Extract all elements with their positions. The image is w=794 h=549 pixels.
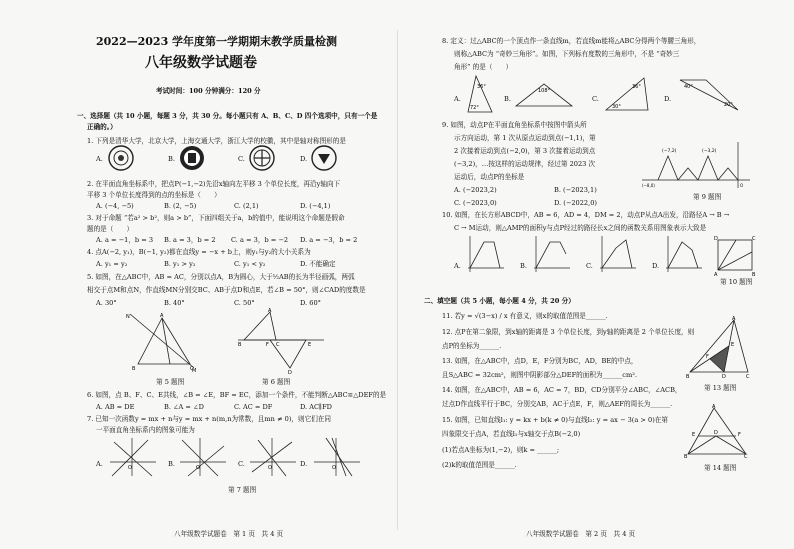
- svg-text:A: A: [160, 313, 164, 319]
- q15-stem-cont: 四象限交于点A，若直线l₁与x轴交于点B(−2,0): [442, 430, 581, 438]
- q8-triangle-d: [676, 76, 742, 112]
- svg-text:C: C: [190, 366, 194, 372]
- svg-text:A: A: [712, 404, 716, 410]
- q1-opt-c: C.: [238, 155, 245, 163]
- q8-stem-cont: 则称△ABC为 “奇妙三角形”。如图，下列标有度数的三角形中，不是 “奇妙三: [454, 50, 680, 58]
- q5-opt-c: C. 50°: [234, 299, 255, 307]
- q8-opt-b: B.: [504, 95, 511, 103]
- svg-text:C: C: [752, 236, 756, 242]
- q8-opt-d: D.: [664, 95, 672, 103]
- svg-text:A: A: [714, 272, 718, 276]
- q13-stem: 13. 如图，在△ABC中，点D，E，F分别为BC，AD，BE的中点，: [442, 357, 638, 365]
- q9-opt-d: D. (−2022,0): [554, 199, 597, 207]
- figure-13-caption: 第 13 题图: [704, 384, 737, 392]
- page-1-column: [0, 0, 386, 549]
- svg-text:72°: 72°: [470, 105, 479, 111]
- figure-6-caption: 第 6 题图: [262, 378, 291, 386]
- q7-graph-a: [108, 436, 158, 478]
- q2-stem: 2. 在平面直角坐标系中，把点P(−1,−2)先沿x轴向左平移 3 个单位长度，再沿y轴向下: [87, 180, 341, 188]
- q14-stem: 14. 如图，在△ABC中，AB = 6，AC = 7，BD，CD分别平分∠ABC，∠ACB，: [442, 386, 682, 394]
- svg-text:O: O: [196, 465, 200, 471]
- q7-graph-b: [178, 436, 228, 478]
- q8-triangle-c: [604, 76, 650, 112]
- q6-opt-a: A. AB = DE: [96, 403, 135, 411]
- svg-text:D: D: [714, 430, 718, 436]
- q8-opt-c: C.: [592, 95, 599, 103]
- q7-stem-cont: 一平面直角坐标系内的图象可能为: [96, 426, 195, 434]
- q1-opt-b: B.: [168, 155, 175, 163]
- q2-opt-a: A. (−4, −5): [96, 202, 134, 210]
- q4-opt-b: B. y₁ > y₂: [164, 260, 196, 268]
- q10-opt-a: A.: [454, 262, 461, 270]
- emblem-d-icon: [311, 145, 337, 171]
- q7-opt-a: A.: [96, 460, 103, 468]
- svg-text:36°: 36°: [477, 84, 486, 90]
- figure-10-caption: 第 10 题图: [720, 278, 753, 286]
- q8-triangle-a: [466, 74, 496, 114]
- q1-opt-d: D.: [300, 155, 308, 163]
- exam-info: 考试时间：100 分钟满分：120 分: [156, 87, 261, 95]
- q6-opt-d: D. AC∥FD: [300, 403, 332, 411]
- page-2-column: [408, 0, 794, 549]
- figure-7-caption: 第 7 题图: [228, 486, 257, 494]
- q8-stem: 8. 定义：过△ABC的一个顶点作一条直线m，若直线m能将△ABC分得两个等腰三角形，: [442, 37, 701, 45]
- q7-opt-b: B.: [168, 460, 175, 468]
- q10-opt-d: D.: [652, 262, 660, 270]
- svg-text:C: C: [744, 454, 748, 458]
- exam-title: 2022—2023 学年度第一学期期末教学质量检测: [96, 35, 338, 48]
- q7-stem: 7. 已知一次函数y = mx + n与y = mx + n(m,n为常数，且mn ≠ 0)，则它们在同: [87, 415, 331, 423]
- svg-text:20°: 20°: [724, 102, 733, 108]
- svg-text:C: C: [746, 374, 750, 378]
- q10-opt-c: C.: [586, 262, 593, 270]
- q2-opt-c: C. (2,1): [234, 202, 259, 210]
- emblem-a-icon: [108, 145, 134, 171]
- svg-text:(−8,0): (−8,0): [642, 183, 655, 188]
- svg-text:E: E: [692, 432, 696, 438]
- q9-stem-4: (−3,2)，…按这样的运动规律，经过第 2023 次: [454, 160, 596, 168]
- svg-text:E: E: [731, 342, 735, 348]
- svg-text:A: A: [732, 316, 736, 322]
- svg-text:B: B: [686, 374, 690, 378]
- emblem-b-icon: [179, 145, 205, 171]
- figure-14: [684, 404, 750, 458]
- svg-text:O: O: [128, 465, 132, 471]
- exam-subtitle: 八年级数学试题卷: [145, 55, 257, 71]
- svg-text:O: O: [740, 183, 744, 188]
- q9-opt-c: C. (−2023,0): [454, 199, 497, 207]
- svg-text:D: D: [722, 374, 726, 378]
- q6-opt-b: B. ∠A = ∠D: [164, 403, 204, 411]
- q3-opt-b: B. a = 3，b = 2: [164, 236, 216, 244]
- svg-text:B: B: [238, 342, 242, 348]
- svg-text:O: O: [268, 465, 272, 471]
- section2-heading: 二、填空题（共 5 小题，每小题 4 分，共 20 分）: [424, 297, 575, 305]
- svg-text:B: B: [752, 272, 756, 276]
- page-2-footer: 八年级数学试题卷 第 2 页 共 4 页: [526, 530, 636, 538]
- q4-opt-d: D. 不能确定: [300, 260, 336, 268]
- svg-text:30°: 30°: [612, 104, 621, 110]
- q4-stem: 4. 点A(−2, y₁)，B(−1, y₂)都在直线y = −x + b上，则y₁与y₂的大小关系为: [87, 248, 311, 256]
- q10-graph-a: [464, 234, 506, 274]
- svg-text:D: D: [714, 236, 718, 242]
- q8-opt-a: A.: [454, 95, 461, 103]
- q3-opt-a: A. a = −1，b = 3: [96, 236, 154, 244]
- q9-stem-5: 运动后，动点P的坐标是: [454, 173, 525, 181]
- q5-stem: 5. 如图，在△ABC中，AB = AC，分别以点A，B为圆心，大于½AB的长为半径画弧，两弧: [87, 273, 355, 281]
- q5-stem-cont: 相交于点M和点N，作直线MN分别交BC、AB于点D和点E，若∠B = 50°，则∠CAD的度数是: [87, 286, 366, 294]
- q10-stem-cont: C → M运动，则△AMP的面积y与点P经过的路径长x之间的函数关系用图象表示大致是: [454, 224, 707, 232]
- q15-part2: (2)k的取值范围是______.: [442, 461, 517, 469]
- emblem-c-icon: [249, 145, 275, 171]
- svg-text:F: F: [266, 342, 269, 348]
- q12-stem: 12. 点P在第二象限，到x轴的距离是 3 个单位长度，到y轴的距离是 2 个单位长度，则: [442, 328, 695, 336]
- q11-stem: 11. 若y = √(3−x) / x 有意义，则x的取值范围是______.: [442, 312, 608, 320]
- svg-text:N: N: [126, 314, 130, 320]
- q4-opt-a: A. y₁ = y₂: [96, 260, 128, 268]
- q1-stem: 1. 下列是清华大学，北京大学，上海交通大学，浙江大学的校徽，其中是轴对称图形的是: [87, 137, 346, 145]
- q7-opt-c: C.: [238, 460, 245, 468]
- svg-text:40°: 40°: [684, 84, 693, 90]
- q10-opt-b: B.: [520, 262, 527, 270]
- q9-stem: 9. 如图，动点P在平面直角坐标系中按图中箭头所: [442, 121, 587, 129]
- q3-opt-d: D. a = −3，b = 2: [300, 236, 358, 244]
- svg-text:B: B: [132, 366, 136, 372]
- svg-text:36°: 36°: [632, 84, 641, 90]
- figure-13: [686, 316, 756, 378]
- q10-stem: 10. 如图，在长方形ABCD中，AB = 6，AD = 4，DM = 2，动点P从点A出发，沿路径A → B →: [442, 211, 730, 219]
- column-divider: [397, 30, 398, 530]
- q2-stem-cont: 平移 3 个单位长度得到的点的坐标是（ ）: [87, 191, 221, 199]
- svg-text:C: C: [276, 342, 280, 348]
- q5-opt-b: B. 40°: [164, 299, 185, 307]
- figure-5: [124, 310, 204, 374]
- figure-9: [640, 140, 752, 190]
- q5-opt-a: A. 30°: [96, 299, 117, 307]
- svg-text:B: B: [684, 454, 688, 458]
- q15-part1: (1)若点A坐标为(1,−2)，则k = ______;: [442, 446, 560, 454]
- q6-stem: 6. 如图，点 B、F、C、E共线，∠B = ∠E，BF = EC，添加一个条件，不能判断△ABC≌△DEF的是: [87, 391, 387, 399]
- svg-text:(−3,2): (−3,2): [702, 149, 717, 154]
- q6-opt-c: C. AC = DF: [234, 403, 273, 411]
- section1-heading: 一、选择题（共 10 小题，每题 3 分，共 30 分。每小题只有 A、B、C、D 四个选项中，只有一个是: [77, 112, 378, 120]
- svg-text:M: M: [192, 368, 197, 374]
- q7-graph-c: [248, 436, 298, 478]
- q10-graph-b: [530, 234, 572, 274]
- q1-opt-a: A.: [96, 155, 103, 163]
- q9-stem-3: 2 次接着运动到点(−2,0)，第 3 次接着运动到点: [454, 147, 596, 155]
- svg-text:O: O: [332, 465, 336, 471]
- q14-stem-cont: 过点D作直线平行于BC，分别交AB，AC于点E，F，则△AEF的周长为______.: [442, 400, 673, 408]
- q15-stem: 15. 如图，已知直线l₁: y = kx + b(k ≠ 0)与直线l₂: y = ax − 3(a > 0)在第: [442, 416, 668, 424]
- section1-heading-cont: 正确的。）: [87, 123, 117, 131]
- q8-stem-cont2: 角形” 的是（ ）: [454, 63, 513, 71]
- q3-stem: 3. 对于命题 “若a² > b²，则a > b”，下面四组关于a，b的值中，能说明这个命题是假命: [87, 214, 345, 222]
- q13-stem-cont: 且S△ABC = 32cm²，则图中阴影部分△DEF的面积为______cm².: [442, 371, 637, 379]
- q7-opt-d: D.: [300, 460, 308, 468]
- q2-opt-d: D. (−4,1): [300, 202, 331, 210]
- q3-opt-c: C. a = 3，b = −2: [231, 236, 289, 244]
- svg-text:A: A: [268, 308, 272, 314]
- figure-9-caption: 第 9 题图: [693, 193, 722, 201]
- q8-triangle-b: [514, 80, 574, 110]
- svg-text:F: F: [738, 432, 741, 438]
- q10-graph-d: [662, 234, 704, 274]
- svg-text:F: F: [706, 354, 709, 360]
- page-1-footer: 八年级数学试题卷 第 1 页 共 4 页: [174, 530, 284, 538]
- q9-opt-a: A. (−2023,2): [454, 186, 497, 194]
- svg-text:108°: 108°: [538, 88, 551, 94]
- svg-text:(−7,2): (−7,2): [662, 149, 677, 154]
- figure-14-caption: 第 14 题图: [704, 464, 737, 472]
- q7-graph-d: [312, 436, 362, 478]
- q12-stem-cont: 点P的坐标为______.: [442, 342, 502, 350]
- q9-opt-b: B. (−2023,1): [554, 186, 597, 194]
- figure-6: [236, 308, 328, 374]
- q5-opt-d: D. 60°: [300, 299, 321, 307]
- figure-10-rectangle: [714, 236, 756, 276]
- svg-text:E: E: [308, 342, 312, 348]
- q9-stem-2: 示方向运动，第 1 次从原点运动到点(−1,1)，第: [454, 134, 596, 142]
- q10-graph-c: [596, 234, 638, 274]
- svg-text:D: D: [288, 370, 292, 374]
- q2-opt-b: B. (2, −5): [164, 202, 197, 210]
- q4-opt-c: C. y₁ < y₂: [234, 260, 266, 268]
- q3-stem-cont: 题的是（ ）: [87, 225, 134, 233]
- figure-5-caption: 第 5 题图: [156, 378, 185, 386]
